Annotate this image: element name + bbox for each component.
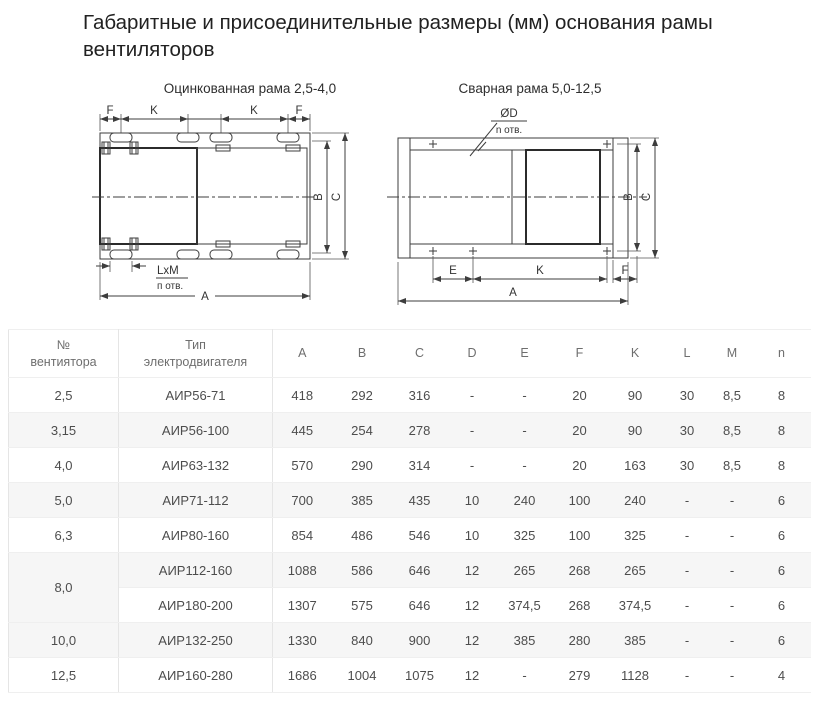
table-row <box>9 448 811 483</box>
diagram-title-galvanized: Оцинкованная рама 2,5-4,0 <box>163 81 337 97</box>
dim-label-f2: F <box>295 105 303 118</box>
dim-label-b: B <box>313 193 325 202</box>
dim-label-f1: F <box>106 105 114 118</box>
cell-dim: 30 <box>663 378 712 413</box>
cell-dim: 6 <box>753 588 811 623</box>
col-header-C: C <box>393 330 447 378</box>
dim-label-a: A <box>201 291 209 304</box>
cell-dim: 280 <box>552 623 608 658</box>
cell-dim: 20 <box>552 378 608 413</box>
cell-dim: 385 <box>332 483 393 518</box>
cell-dim: 12 <box>447 553 498 588</box>
dimension-lines-top <box>100 105 310 133</box>
cell-dim: 265 <box>608 553 663 588</box>
col-header-motor-type <box>119 330 273 378</box>
cell-fan-number: 4,0 <box>9 448 119 483</box>
dim-label-holes: n отв. <box>495 125 523 137</box>
cell-dim: 4 <box>753 658 811 693</box>
cell-dim: 570 <box>273 448 332 483</box>
cell-motor-type: АИР56-100 <box>119 413 273 448</box>
dimension-lines-right <box>617 138 659 258</box>
dim-label-f: F <box>621 265 629 278</box>
cell-dim: - <box>712 553 753 588</box>
cell-dim: 90 <box>608 378 663 413</box>
cell-fan-number: 8,0 <box>9 553 119 623</box>
cell-fan-number: 10,0 <box>9 623 119 658</box>
dim-label-e: E <box>449 265 457 278</box>
dimensions-table <box>8 329 811 693</box>
cell-fan-number: 3,15 <box>9 413 119 448</box>
frame-body <box>387 138 647 258</box>
dim-label-c: C <box>641 193 653 202</box>
cell-dim: - <box>447 378 498 413</box>
header-line-1: № <box>56 337 71 352</box>
cell-motor-type: АИР71-112 <box>119 483 273 518</box>
frame-body <box>92 133 318 259</box>
dim-label-lxm: LxM <box>157 265 179 278</box>
col-header-fan-number <box>9 330 119 378</box>
header-line-2: электродвигателя <box>143 354 248 369</box>
cell-dim: 6 <box>753 623 811 658</box>
col-header-E: E <box>498 330 552 378</box>
table-row <box>9 588 811 623</box>
dim-label-diameter: ØD <box>500 108 518 121</box>
cell-dim: 100 <box>552 518 608 553</box>
cell-dim: 900 <box>393 623 447 658</box>
cell-motor-type: АИР112-160 <box>119 553 273 588</box>
dim-label-k2: K <box>250 105 258 118</box>
cell-dim: 6 <box>753 483 811 518</box>
cell-dim: 385 <box>608 623 663 658</box>
cell-dim: 1686 <box>273 658 332 693</box>
dim-label-b: B <box>623 193 635 202</box>
cell-dim: 374,5 <box>608 588 663 623</box>
bolt-icon <box>102 142 138 250</box>
cell-dim: 30 <box>663 448 712 483</box>
clip-icon <box>216 145 300 247</box>
cell-dim: 8 <box>753 378 811 413</box>
cell-dim: 325 <box>498 518 552 553</box>
cell-dim: 8 <box>753 413 811 448</box>
cell-dim: 279 <box>552 658 608 693</box>
cell-dim: - <box>712 658 753 693</box>
cell-dim: 6 <box>753 553 811 588</box>
cell-motor-type: АИР56-71 <box>119 378 273 413</box>
cell-dim: - <box>712 518 753 553</box>
col-header-F: F <box>552 330 608 378</box>
cell-fan-number: 5,0 <box>9 483 119 518</box>
dimension-lines-bottom <box>96 261 310 303</box>
cell-dim: - <box>447 448 498 483</box>
diagrams-section <box>0 76 818 316</box>
dim-label-holes: п отв. <box>157 281 184 293</box>
table-row <box>9 658 811 693</box>
cell-dim: 546 <box>393 518 447 553</box>
hole-callout <box>470 108 527 156</box>
cell-dim: 10 <box>447 518 498 553</box>
cell-motor-type: АИР160-280 <box>119 658 273 693</box>
cell-dim: 1128 <box>608 658 663 693</box>
cell-dim: 268 <box>552 553 608 588</box>
cell-dim: - <box>498 658 552 693</box>
cell-dim: 445 <box>273 413 332 448</box>
cell-dim: 20 <box>552 413 608 448</box>
col-header-L: L <box>663 330 712 378</box>
table-row <box>9 553 811 588</box>
cell-dim: - <box>663 588 712 623</box>
cell-dim: 100 <box>552 483 608 518</box>
cell-dim: 586 <box>332 553 393 588</box>
cell-dim: 385 <box>498 623 552 658</box>
cell-motor-type: АИР80-160 <box>119 518 273 553</box>
cell-dim: 278 <box>393 413 447 448</box>
cell-dim: - <box>712 483 753 518</box>
cell-dim: - <box>498 448 552 483</box>
cell-motor-type: АИР132-250 <box>119 623 273 658</box>
cell-dim: 292 <box>332 378 393 413</box>
cell-dim: 325 <box>608 518 663 553</box>
col-header-M: M <box>712 330 753 378</box>
galvanized-frame-diagram <box>20 76 380 316</box>
cell-dim: - <box>663 483 712 518</box>
cell-dim: 268 <box>552 588 608 623</box>
header-line-2: вентиятора <box>30 354 97 369</box>
table-row <box>9 623 811 658</box>
cell-motor-type: АИР63-132 <box>119 448 273 483</box>
cell-dim: 418 <box>273 378 332 413</box>
col-header-n: n <box>753 330 811 378</box>
cell-dim: 30 <box>663 413 712 448</box>
col-header-A: A <box>273 330 332 378</box>
cell-dim: 575 <box>332 588 393 623</box>
dim-label-k: K <box>536 265 544 278</box>
cell-dim: 8,5 <box>712 413 753 448</box>
cell-fan-number: 2,5 <box>9 378 119 413</box>
cell-dim: 700 <box>273 483 332 518</box>
welded-frame-diagram <box>385 76 700 316</box>
cell-dim: - <box>712 623 753 658</box>
cell-dim: - <box>712 588 753 623</box>
cell-dim: - <box>663 658 712 693</box>
cell-dim: - <box>447 413 498 448</box>
cell-dim: - <box>498 378 552 413</box>
dim-label-a: A <box>509 287 517 300</box>
cell-dim: 486 <box>332 518 393 553</box>
cell-dim: 840 <box>332 623 393 658</box>
cell-dim: - <box>663 553 712 588</box>
dimension-lines-bottom <box>398 256 637 305</box>
cell-fan-number: 6,3 <box>9 518 119 553</box>
cell-dim: 6 <box>753 518 811 553</box>
table-row <box>9 413 811 448</box>
hole-cross-icon <box>429 140 611 255</box>
cell-dim: 90 <box>608 413 663 448</box>
cell-dim: 1075 <box>393 658 447 693</box>
cell-dim: 254 <box>332 413 393 448</box>
cell-dim: 854 <box>273 518 332 553</box>
cell-dim: - <box>498 413 552 448</box>
header-line-1: Тип <box>185 337 206 352</box>
cell-fan-number: 12,5 <box>9 658 119 693</box>
cell-motor-type: АИР180-200 <box>119 588 273 623</box>
cell-dim: 8,5 <box>712 378 753 413</box>
cell-dim: 374,5 <box>498 588 552 623</box>
cell-dim: - <box>663 623 712 658</box>
cell-dim: 12 <box>447 588 498 623</box>
cell-dim: 290 <box>332 448 393 483</box>
dim-label-c: C <box>331 193 343 202</box>
col-header-B: B <box>332 330 393 378</box>
cell-dim: 8,5 <box>712 448 753 483</box>
cell-dim: 1330 <box>273 623 332 658</box>
cell-dim: 1004 <box>332 658 393 693</box>
cell-dim: 240 <box>498 483 552 518</box>
cell-dim: 646 <box>393 588 447 623</box>
page-title: Габаритные и присоединительные размеры (мм) основания рамы вентиляторов <box>83 11 713 61</box>
cell-dim: 12 <box>447 623 498 658</box>
table-row <box>9 483 811 518</box>
cell-dim: 8 <box>753 448 811 483</box>
cell-dim: 314 <box>393 448 447 483</box>
dimension-lines-right <box>312 133 349 259</box>
cell-dim: 163 <box>608 448 663 483</box>
header-row <box>9 330 811 378</box>
col-header-D: D <box>447 330 498 378</box>
cell-dim: 316 <box>393 378 447 413</box>
cell-dim: 1088 <box>273 553 332 588</box>
dim-label-k1: K <box>150 105 158 118</box>
cell-dim: 10 <box>447 483 498 518</box>
table-row <box>9 378 811 413</box>
col-header-K: K <box>608 330 663 378</box>
cell-dim: 1307 <box>273 588 332 623</box>
diagram-title-welded: Сварная рама 5,0-12,5 <box>458 81 602 97</box>
cell-dim: 646 <box>393 553 447 588</box>
table-row <box>9 518 811 553</box>
cell-dim: 265 <box>498 553 552 588</box>
cell-dim: 435 <box>393 483 447 518</box>
cell-dim: - <box>663 518 712 553</box>
cell-dim: 240 <box>608 483 663 518</box>
cell-dim: 20 <box>552 448 608 483</box>
cell-dim: 12 <box>447 658 498 693</box>
